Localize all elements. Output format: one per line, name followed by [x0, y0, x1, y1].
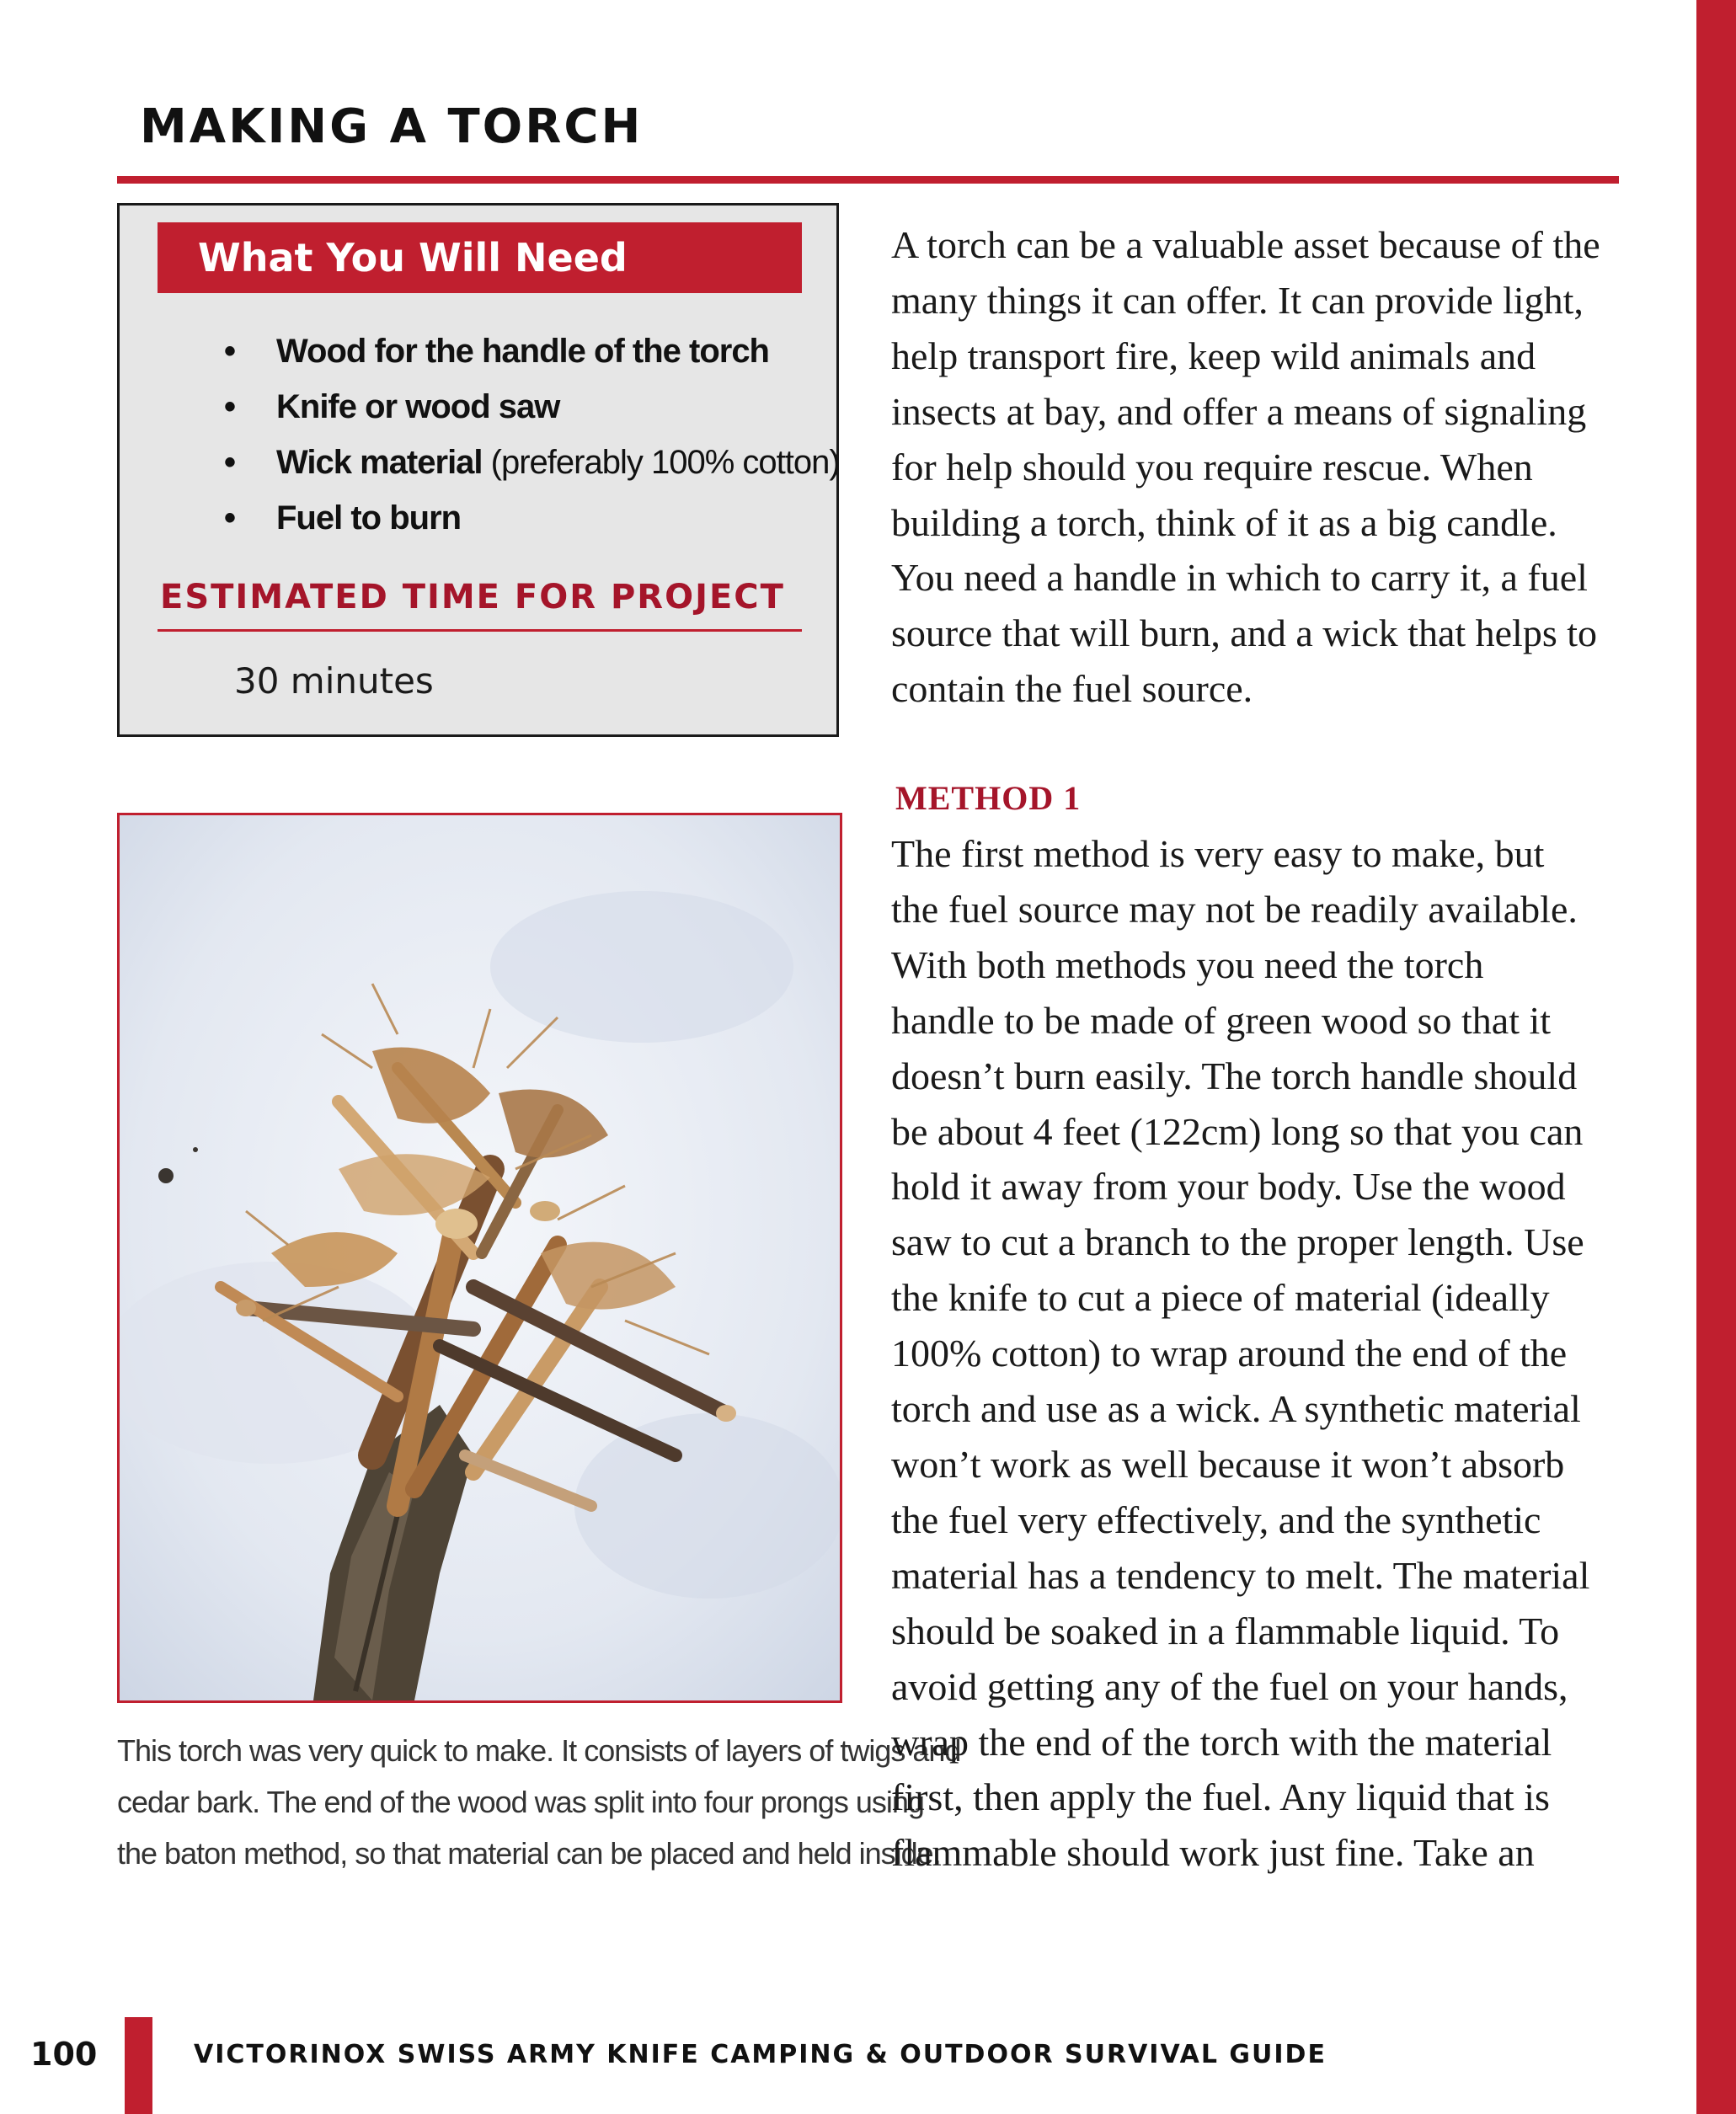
- needs-item-name: Fuel to burn: [276, 499, 462, 537]
- page-edge-bar: [1696, 0, 1736, 2114]
- caption-line: cedar bark. The end of the wood was split into four prongs using: [117, 1785, 924, 1819]
- needs-list: [120, 323, 840, 546]
- text-line: for help should you require rescue. When: [891, 445, 1533, 488]
- needs-list-item: [120, 379, 840, 435]
- text-line: avoid getting any of the fuel on your hands,: [891, 1664, 1568, 1708]
- text-line: many things it can offer. It can provide light,: [891, 278, 1584, 322]
- torch-photo: [117, 813, 842, 1703]
- text-line: source that will burn, and a wick that helps to: [891, 611, 1598, 655]
- text-line: saw to cut a branch to the proper length. Use: [891, 1220, 1584, 1264]
- text-line: help transport fire, keep wild animals and: [891, 334, 1536, 377]
- page-title: MAKING A TORCH: [140, 99, 644, 154]
- title-divider: [117, 176, 1619, 184]
- caption-line: the baton method, so that material can be placed and held inside.: [117, 1836, 941, 1871]
- text-line: first, then apply the fuel. Any liquid that is: [891, 1775, 1550, 1819]
- needs-box-heading: What You Will Need: [158, 222, 802, 293]
- caption-line: This torch was very quick to make. It consists of layers of twigs and: [117, 1733, 961, 1768]
- torch-photo-image: [120, 815, 840, 1700]
- text-line: You need a handle in which to carry it, a fuel: [891, 556, 1588, 600]
- page-number: 100: [30, 2036, 98, 2073]
- needs-item-name: Wood for the handle of the torch: [276, 333, 769, 370]
- text-line: The first method is very easy to make, but: [891, 832, 1545, 875]
- bullet-icon: •: [224, 499, 237, 537]
- needs-item-name: Wick material: [276, 444, 483, 481]
- text-line: building a torch, think of it as a big candle.: [891, 500, 1557, 544]
- text-line: With both methods you need the torch: [891, 942, 1484, 986]
- text-line: doesn’t burn easily. The torch handle should: [891, 1054, 1578, 1097]
- needs-list-item: [120, 490, 840, 546]
- needs-item-note: (preferably 100% cotton): [482, 444, 840, 481]
- method-heading: METHOD 1: [895, 779, 1082, 817]
- estimated-time-value: 30 minutes: [234, 660, 434, 702]
- text-line: material has a tendency to melt. The material: [891, 1553, 1590, 1597]
- what-you-will-need-box: [117, 203, 839, 737]
- text-line: the fuel very effectively, and the synthetic: [891, 1497, 1541, 1541]
- estimated-time-divider: [158, 629, 802, 632]
- text-line: torch and use as a wick. A synthetic material: [891, 1387, 1581, 1431]
- bullet-icon: •: [224, 444, 237, 481]
- needs-item-name: Knife or wood saw: [276, 388, 560, 425]
- text-line: insects at bay, and offer a means of signaling: [891, 389, 1587, 433]
- estimated-time-heading: ESTIMATED TIME FOR PROJECT: [160, 578, 785, 617]
- text-line: should be soaked in a flammable liquid. To: [891, 1609, 1560, 1652]
- intro-paragraph: [891, 217, 1632, 717]
- text-line: A torch can be a valuable asset because of the: [891, 223, 1600, 266]
- text-line: won’t work as well because it won’t absorb: [891, 1442, 1565, 1486]
- photo-caption: [117, 1725, 961, 1879]
- needs-list-item: [120, 323, 840, 379]
- text-line: handle to be made of green wood so that it: [891, 998, 1552, 1042]
- text-line: 100% cotton) to wrap around the end of the: [891, 1332, 1568, 1375]
- bullet-icon: •: [224, 388, 237, 425]
- running-footer-book-title: VICTORINOX SWISS ARMY KNIFE CAMPING & OUTDOOR SURVIVAL GUIDE: [194, 2040, 1327, 2069]
- method-paragraph: [891, 826, 1632, 1881]
- text-line: contain the fuel source.: [891, 667, 1253, 711]
- text-line: wrap the end of the torch with the material: [891, 1720, 1552, 1764]
- bullet-icon: •: [224, 333, 237, 370]
- text-line: hold it away from your body. Use the wood: [891, 1165, 1566, 1209]
- footer-accent-bar: [125, 2017, 152, 2114]
- text-line: the knife to cut a piece of material (ideally: [891, 1276, 1550, 1320]
- text-line: the fuel source may not be readily available.: [891, 887, 1578, 931]
- needs-list-item: [120, 435, 840, 490]
- text-line: flammable should work just fine. Take an: [891, 1831, 1535, 1875]
- text-line: be about 4 feet (122cm) long so that you can: [891, 1109, 1584, 1153]
